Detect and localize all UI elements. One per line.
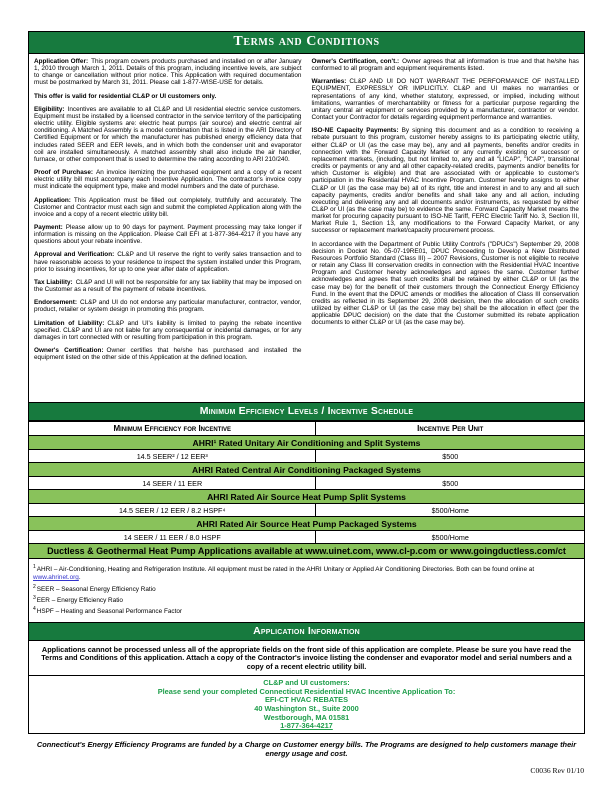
program-funding-tagline: Connecticut's Energy Efficiency Programs are funded by a Charge on Customer energy bills. The Programs are designed to help customers manage their energy usage and cost. xyxy=(36,740,577,758)
column-header-efficiency: Minimum Efficiency for Incentive xyxy=(29,422,316,436)
terms-columns xyxy=(29,54,584,402)
incentive-cell: $500 xyxy=(316,477,584,490)
category-row-unitary-ac: AHRI¹ Rated Unitary Air Conditioning and Split Systems xyxy=(29,436,584,450)
address-city-state-zip: Westborough, MA 01581 xyxy=(263,712,350,722)
application-info-bar xyxy=(29,622,584,641)
application-info-text: Applications cannot be processed unless all of the appropriate fields on the front side of this application are complete. Please be sure you have read the Terms and Conditions of this application. Attach a copy of the Contractor's invoice listing the condenser and evaporator model and serial numbers and a copy of a recent electric utility bill. xyxy=(41,644,572,671)
incentive-schedule-table xyxy=(29,421,584,559)
address-street: 40 Washington St., Suite 2000 xyxy=(254,704,359,714)
category-row-central-ac-packaged: AHRI Rated Central Air Conditioning Packaged Systems xyxy=(29,463,584,477)
footnote-hspf: $^4$HSPF – Heating and Seasonal Performance Factor xyxy=(33,606,183,616)
schedule-header-title: Minimum Efficiency Levels / Incentive Schedule xyxy=(199,405,414,417)
paragraph-application-offer: Application Offer: This program covers products purchased and installed on or after January 1, 2010 through March 1, 2011. Details of this program, including incentive levels, are subject to change or cancellation without prior notice. This Application with required documentation must be postmarked by March 31, 2011. Please call 1-877-WISE-USE for details. xyxy=(34,58,302,87)
ahrinet-link[interactable]: www.ahrinet.org xyxy=(33,574,79,582)
paragraph-iso-ne-capacity: ISO-NE Capacity Payments: By signing this document and as a condition to receiving a rebate pursuant to this program, customer hereby assigns to its participating electric utility, either CL&P or UI (as the case may be), any and all payments, benefits and/or credits in connection with the Forward Capacity Market or any currently existing or successor or replacement markets, (including, but not limited to, any and all "LICAP", "ICAP", transitional credits or payments or any and all other capacity-related credits, payments and/or benefits for which Customer is eligible) and that are associated with or applicable to customer's participation in the Residential HVAC Incentive Program. Customer hereby assigns to either CL&P or UI (as the case may be) all of its right, title and interest in and to any and all such capacity payments, credits and/or benefits and shall take any and all action, including executing and delivering any and all documents and/or instruments, as requested by either CL&P or UI (as the case may be) to evidence the same. Forward Capacity Market means the market for procuring capacity pursuant to ISO-NE Tariff, FERC Electric Tariff No. 3, Section III, Market Rule 1, Section 13, any modifications to the Forward Capacity Market, or any successor or replacement market/capacity procurement process. xyxy=(311,127,579,235)
paragraph-approval-verification: Approval and Verification: CL&P and UI reserve the right to verify sales transaction and to have reasonable access to your residence to inspect the system installed under this Program, prior to issuing incentives, for up to one year after date of application. xyxy=(34,251,302,273)
paragraph-payment: Payment: Please allow up to 90 days for payment. Payment processing may take longer if information is missing on the Application. Please Call EFI at 1-877-364-4217 if you have any questions about your rebate incentive. xyxy=(34,223,302,246)
paragraph-warranties: Warranties: CL&P AND UI DO NOT WARRANT THE PERFORMANCE OF INSTALLED EQUIPMENT, EXPRESSLY OR IMPLICITLY. CL&P and UI makes no warranties or representations of any kind, whether statutory, expressed, or implied, including without limitations, warranties of merchantability or fitness for a particular purpose regarding the unitary central air equipment or services provided by a manufacturer, contractor or vendor. Contact your Contractor for details regarding equipment performance and warranties. xyxy=(311,78,579,122)
terms-left-column xyxy=(34,58,302,396)
table-header-row xyxy=(29,422,584,436)
table-row xyxy=(29,504,584,517)
terms-header-title: Terms and Conditions xyxy=(233,34,380,49)
paragraph-dpuc: In accordance with the Department of Public Utility Control's ("DPUCs") September 29, 2008 decision in Docket No. 05-07-19RE01, DPUC Proceeding to Develop a New Distributed Resources Portfolio Standard (Class III) – 2007 Revisions, Customer is not eligible to receive or retain any Class III conservation credits in connection with the Residential HVAC Incentive Program and Customer hereby acknowledges and agrees the same. Customer further acknowledges and agrees that such credits shall be retained by either CL&P or UI (as the case may be) for the benefit of their customers through the Connecticut Energy Efficiency Fund. In the event that the DPUC amends or modifies the allocation of Class III conservation credits as reflected in its September 29, 2008 decision, then the allocation of such credits utilized by either CL&P or UI (as the case may be) shall be the allocation in effect (per the applicable DPUC decision) on the date that the Customer submitted its rebate application documents to either CL&P or UI (as the case may be). xyxy=(311,240,579,327)
table-row xyxy=(29,477,584,490)
address-recipient: EFI-CT HVAC REBATES xyxy=(264,695,349,705)
paragraph-owners-certification-cont: Owner's Certification, con't.: Owner agrees that all information is true and that he/she has conformed to all program and equipment requirements listed. xyxy=(311,58,580,73)
address-customers-line: CL&P and UI customers: xyxy=(263,678,350,688)
efficiency-cell: 14.5 SEER / 12 EER / 8.2 HSPF⁴ xyxy=(29,504,316,517)
efficiency-cell: 14.5 SEER² / 12 EER³ xyxy=(29,450,316,463)
schedule-header-bar xyxy=(29,402,584,421)
terms-header-bar xyxy=(29,32,584,54)
address-phone[interactable]: 1-877-364-4217 xyxy=(280,721,333,731)
footnote-ahri: $^1$AHRI – Air-Conditioning, Heating and Refrigeration Institute. All equipment must be rated in the AHRI Unitary or Applied Air Conditioning Directories. Both can be found online at www.ahrinet.org. xyxy=(33,564,535,582)
paragraph-application: Application: This Application must be filled out completely, truthfully and accurately. The Customer and Contractor must each sign and submit the completed Application along with the invoice and a copy of a recent electric utility bill. xyxy=(34,196,302,218)
paragraph-offer-valid: This offer is valid for residential CL&P or UI customers only. xyxy=(34,92,217,100)
footnotes xyxy=(29,559,584,622)
paragraph-limitation-liability: Limitation of Liability: CL&P and UI's liability is limited to paying the rebate incentive specified. CL&P and UI are not liable for any consequential or incidental damages, or for any damages in tort connected with or resulting from participation in this program. xyxy=(34,319,302,341)
category-row-heat-pump-packaged: AHRI Rated Air Source Heat Pump Packaged Systems xyxy=(29,517,584,531)
paragraph-eligibility: Eligibility: Incentives are available to all CL&P and UI residential electric service customers. Equipment must be installed by a licensed contractor in the service territory of the participating electric utility. Eligible systems are: electric heat pumps (air source) and electric central air conditioning. A Matched Assembly is a model combination that is listed in the ARI Directory of Certified Equipment or for which the manufacturer has published energy efficiency data that includes rated SEER and EER levels, and in which both the condenser unit and evaporator coil are installed simultaneously. A matched assembly shall also include the air handler, furnace, or other component that is used to determine the rating according to ARI 210/240. xyxy=(34,105,302,163)
incentive-cell: $500/Home xyxy=(316,504,584,517)
ductless-geothermal-row: Ductless & Geothermal Heat Pump Applications available at www.uinet.com, www.cl-p.com or www.goingductless.com/ct xyxy=(29,544,584,559)
form-revision-code: C0036 Rev 01/10 xyxy=(530,766,584,775)
footnote-seer: $^2$SEER – Seasonal Energy Efficiency Ratio xyxy=(33,583,156,593)
address-instruction-line: Please send your completed Connecticut Residential HVAC Incentive Application To: xyxy=(157,686,456,696)
footnote-eer: $^3$EER – Energy Efficiency Ratio xyxy=(33,594,123,604)
incentive-cell: $500/Home xyxy=(316,531,584,544)
terms-right-column xyxy=(312,58,580,396)
paragraph-proof-of-purchase: Proof of Purchase: An invoice itemizing the purchased equipment and a copy of a recent electric utility bill must accompany each Incentive Application. The contractor's invoice copy must indicate the equipment type, make and model numbers and the date of purchase. xyxy=(34,169,302,191)
paragraph-owners-certification: Owner's Certification: Owner certifies that he/she has purchased and installed the equipment listed on the other side of this Application at the defined location. xyxy=(34,347,302,362)
mailing-address-block xyxy=(29,675,584,733)
paragraph-endorsement: Endorsement: CL&P and UI do not endorse any particular manufacturer, contractor, vendor, product, retailer or system design in promoting this program. xyxy=(34,299,302,314)
category-row-heat-pump-split: AHRI Rated Air Source Heat Pump Split Systems xyxy=(29,490,584,504)
efficiency-cell: 14 SEER / 11 EER xyxy=(29,477,316,490)
table-row xyxy=(29,450,584,463)
table-row xyxy=(29,531,584,544)
incentive-cell: $500 xyxy=(316,450,584,463)
column-header-incentive: Incentive Per Unit xyxy=(316,422,584,436)
terms-document xyxy=(28,31,585,734)
application-info-title: Application Information xyxy=(253,624,360,637)
paragraph-tax-liability: Tax Liability: CL&P and UI will not be responsible for any tax liability that may be imposed on the Customer as a result of the payment of rebate incentives. xyxy=(34,278,302,294)
efficiency-cell: 14 SEER / 11 EER / 8.0 HSPF xyxy=(29,531,316,544)
